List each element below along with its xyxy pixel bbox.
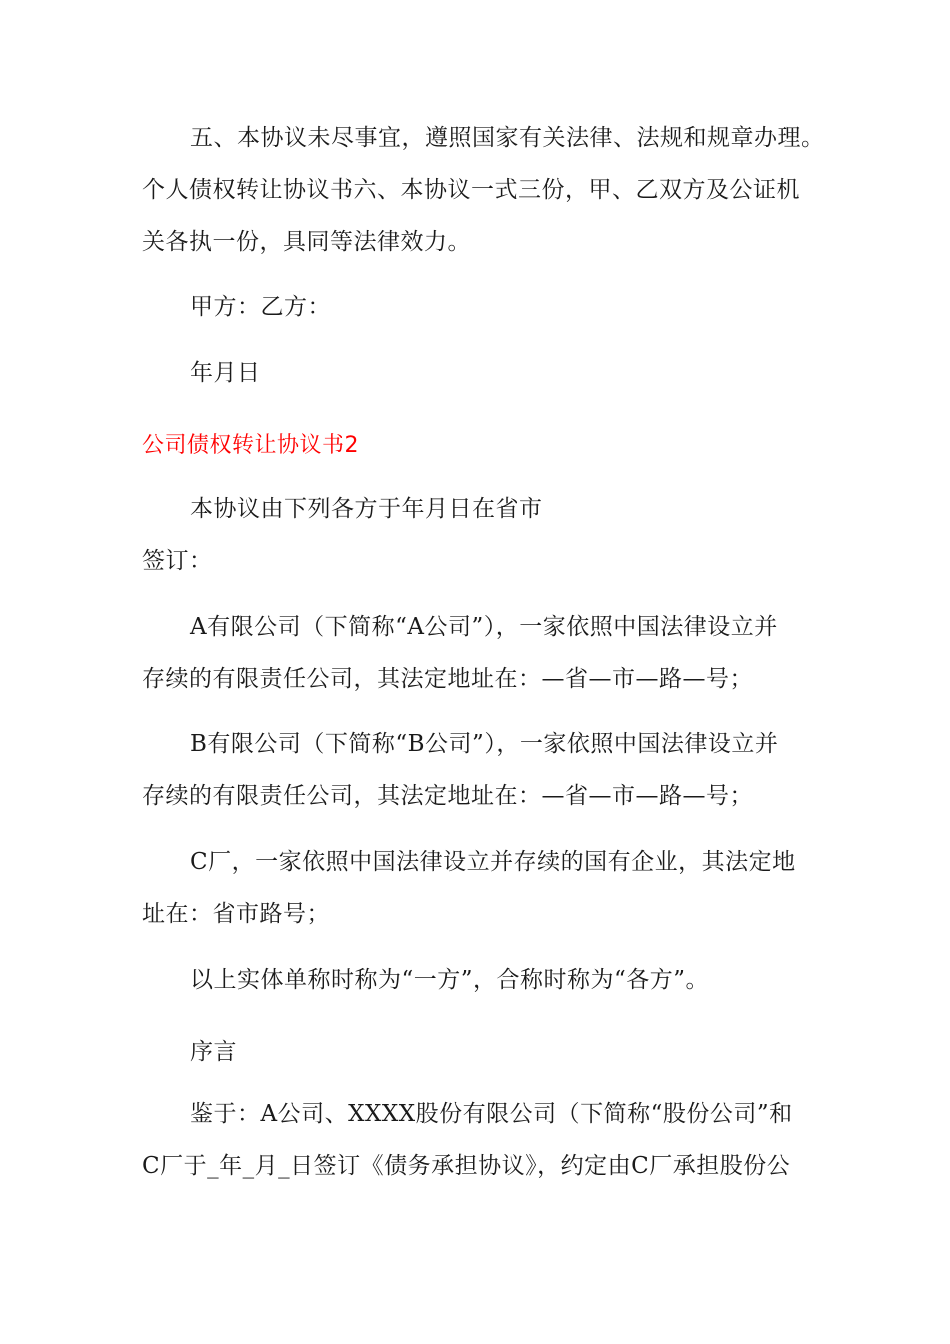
paragraph-line: 存续的有限责任公司，其法定地址在：—省—市—路—号； <box>142 666 753 692</box>
paragraph-line: B有限公司（下简称“B公司”），一家依照中国法律设立并 <box>190 731 779 757</box>
paragraph-line: 鉴于：A公司、XXXX股份有限公司（下简称“股份公司”和 <box>190 1101 793 1127</box>
paragraph-line: 址在：省市路号； <box>142 901 330 927</box>
paragraph-line: 五、本协议未尽事宜，遵照国家有关法律、法规和规章办理。 <box>190 125 825 151</box>
paragraph-line: 本协议由下列各方于年月日在省市 <box>190 496 543 522</box>
paragraph-line: 个人债权转让协议书六、本协议一式三份，甲、乙双方及公证机 <box>142 177 800 203</box>
paragraph-line: A有限公司（下简称“A公司”），一家依照中国法律设立并 <box>190 614 778 640</box>
date-line: 年月日 <box>190 360 261 386</box>
paragraph-line: 以上实体单称时称为“一方”，合称时称为“各方”。 <box>190 967 710 993</box>
signature-parties-line: 甲方：乙方： <box>190 294 331 320</box>
section-heading: 公司债权转让协议书2 <box>142 433 359 458</box>
paragraph-line: 存续的有限责任公司，其法定地址在：—省—市—路—号； <box>142 783 753 809</box>
preface-title: 序言 <box>190 1039 237 1065</box>
paragraph-line: C厂于_年_月_日签订《债务承担协议》，约定由C厂承担股份公 <box>142 1153 791 1179</box>
paragraph-line: 签订： <box>142 548 213 574</box>
paragraph-line: 关各执一份，具同等法律效力。 <box>142 229 471 255</box>
paragraph-line: C厂，一家依照中国法律设立并存续的国有企业，其法定地 <box>190 849 796 875</box>
